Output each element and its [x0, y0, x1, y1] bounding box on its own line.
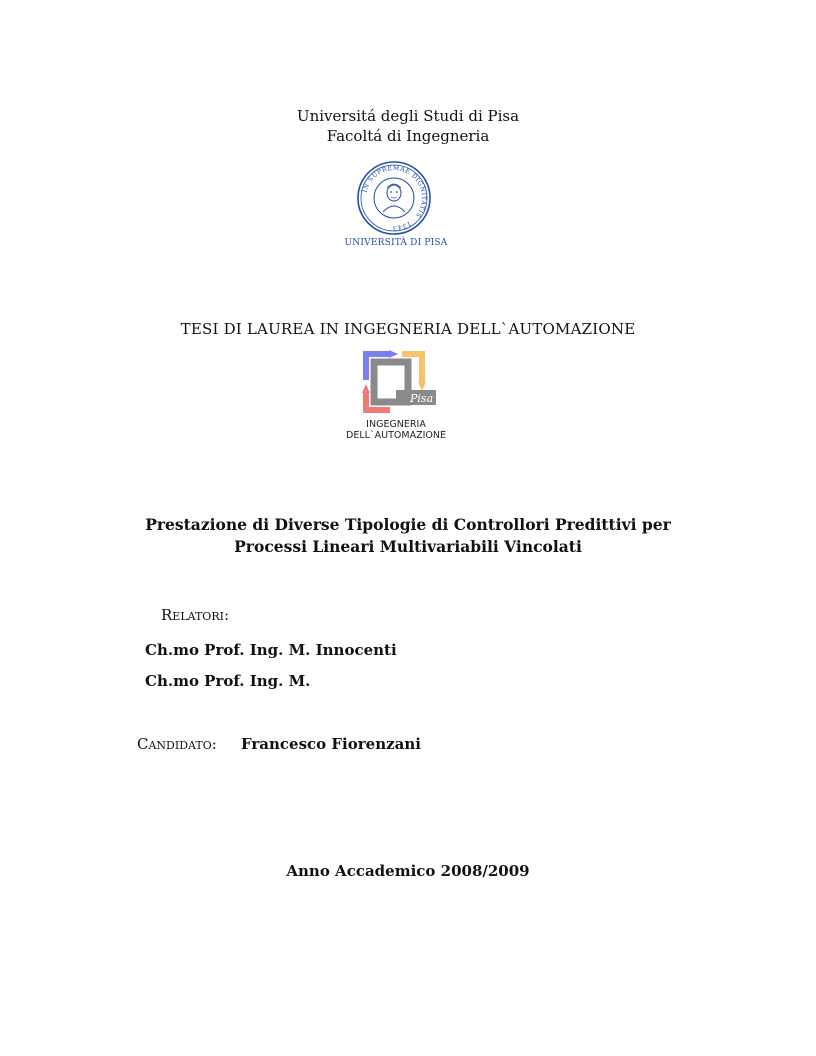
seal-icon — [356, 160, 432, 236]
supervisor-name: Ch.mo Prof. Ing. M. Innocenti — [145, 641, 397, 659]
academic-year: Anno Accademico 2008/2009 — [286, 862, 530, 880]
logo-caption-line2: DELL`AUTOMAZIONE — [346, 430, 446, 441]
logo-mark: Pisa — [410, 392, 434, 405]
seal-caption: UNIVERSITÀ DI PISA — [344, 238, 448, 248]
supervisor-name: Ch.mo Prof. Ing. M. — [145, 672, 311, 690]
thesis-title-line1: Prestazione di Diverse Tipologie di Controllori Predittivi per — [145, 515, 671, 534]
degree-title: TESI DI LAUREA IN INGEGNERIA DELL`AUTOMAZIONE — [180, 320, 636, 338]
university-seal — [356, 160, 432, 236]
university-name: Universitá degli Studi di Pisa — [296, 107, 520, 125]
candidate-name: Francesco Fiorenzani — [241, 735, 421, 753]
automation-logo — [360, 350, 440, 418]
supervisors-label: Relatori: — [161, 606, 230, 624]
candidate-label: Candidato: — [137, 735, 217, 753]
automation-logo-icon — [360, 350, 440, 418]
faculty-name: Facoltá di Ingegneria — [326, 127, 490, 145]
thesis-title-line2: Processi Lineari Multivariabili Vincolati — [234, 537, 582, 556]
logo-caption-line1: INGEGNERIA — [366, 419, 426, 430]
seal-text: IN SUPREMAE DIGNITATIS · 1343 — [361, 164, 428, 232]
